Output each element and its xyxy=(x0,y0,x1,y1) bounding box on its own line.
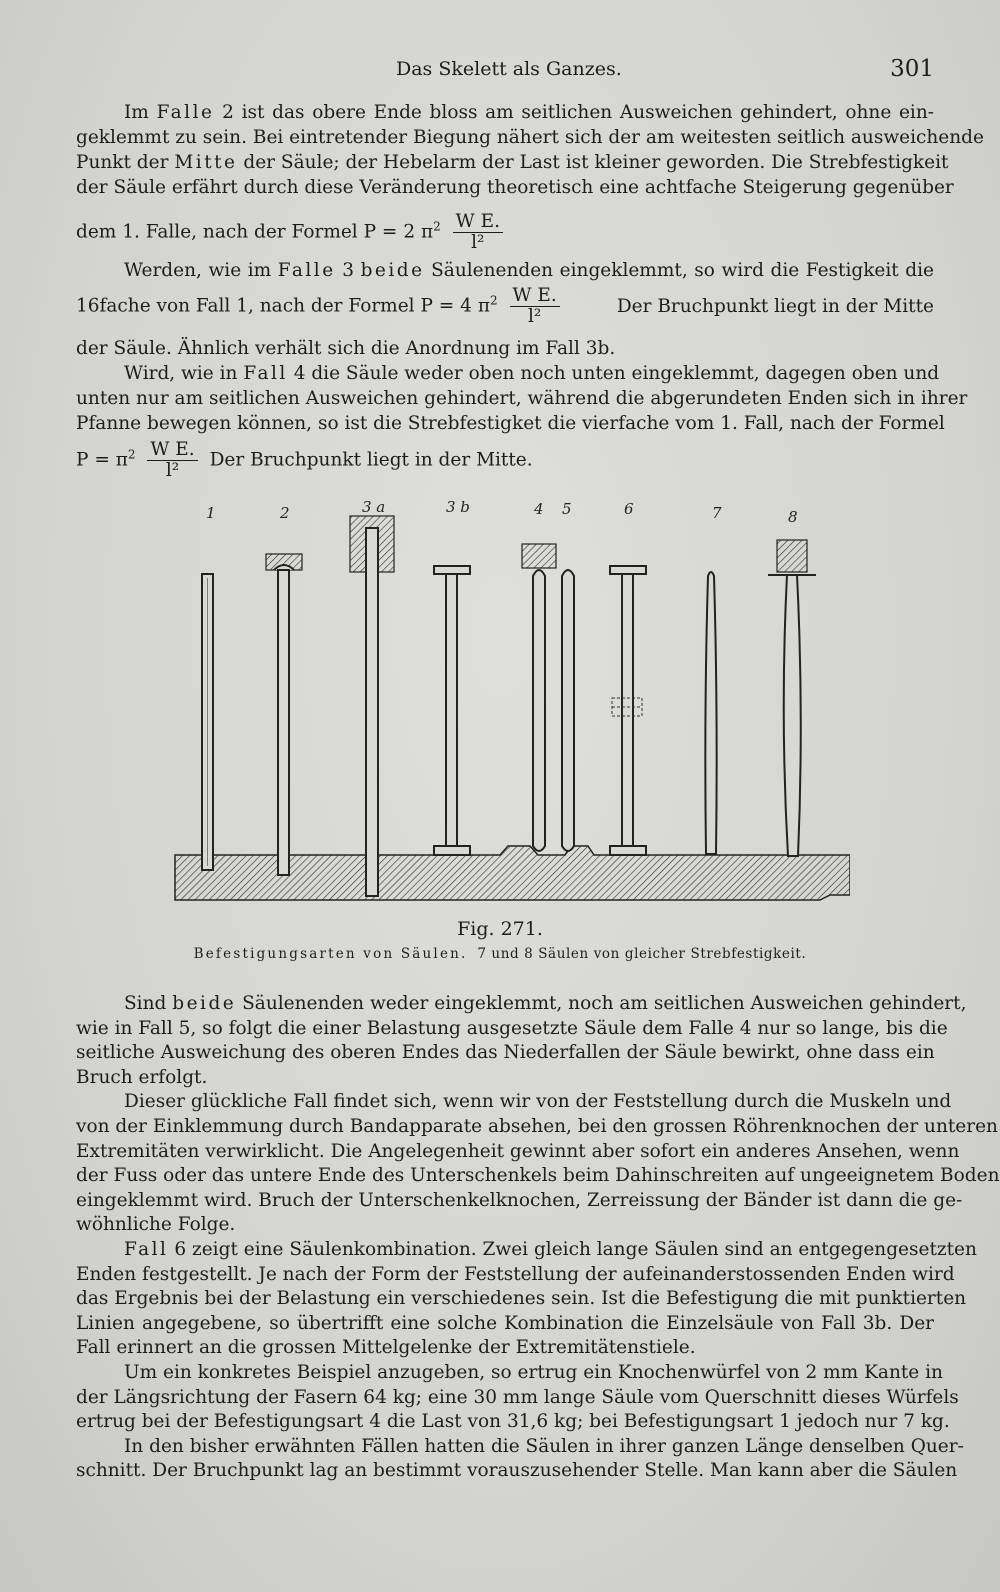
formula-fall-4: $P = \pi^2$ $\frac{\text{W E.}}{\text{l²}}$ Der Bruchpunkt liegt in der Mitte. xyxy=(76,439,533,481)
figure-label: 2 xyxy=(280,504,290,522)
text-line: der Säule. Ähnlich verhält sich die Anordnung im Fall 3b. xyxy=(76,338,616,359)
text-line: Linien angegebene, so übertrifft eine solche Kombination die Einzelsäule von Fall 3b. Der xyxy=(76,1312,934,1334)
column-diagram xyxy=(170,500,850,920)
text-line: Fall 6 zeigt eine Säulenkombination. Zwei gleich lange Säulen sind an entgegengesetzten xyxy=(124,1238,977,1260)
running-head xyxy=(76,56,934,86)
fraction: $\frac{\text{W E.}}{\text{l²}}$ xyxy=(453,212,503,253)
column-3a xyxy=(350,516,394,896)
text-line: Sind beide Säulenenden weder eingeklemmt, noch am seitlichen Ausweichen gehindert, xyxy=(124,993,967,1014)
fraction: $\frac{\text{W E.}}{\text{l²}}$ xyxy=(147,440,197,481)
paragraph-fall-2 xyxy=(76,100,984,200)
figure-label: 1 xyxy=(206,504,216,522)
text-line: wie in Fall 5, so folgt die einer Belastung ausgesetzte Säule dem Falle 4 nur so lange, bis die xyxy=(76,1017,948,1039)
figure-label: 6 xyxy=(624,500,634,518)
figure-caption: Befestigungsarten von Säulen. 7 und 8 Säulen von gleicher Strebfestigkeit. xyxy=(193,946,807,962)
text-line: Extremitäten verwirklicht. Die Angelegenheit gewinnt aber sofort ein anderes Ansehen, wenn xyxy=(76,1140,960,1162)
text-line: ertrug bei der Befestigungsart 4 die Last von 31,6 kg; bei Befestigungsart 1 jedoch nur 7 kg. xyxy=(76,1411,950,1433)
column-6 xyxy=(610,566,646,855)
text-line: eingeklemmt wird. Bruch der Unterschenkelknochen, Zerreissung der Bänder ist dann die ge- xyxy=(76,1189,963,1211)
column-2 xyxy=(266,554,302,875)
paragraph-fall-3 xyxy=(76,258,934,283)
formula-fall-3: 16fache von Fall 1, nach der Formel P = 4 $\pi^2$ $\frac{\text{W E.}}{\text{l²}}$ Der Bruchpunkt liegt in der Mitte xyxy=(76,285,934,327)
figure-label: 4 xyxy=(534,500,544,518)
running-title: Das Skelett als Ganzes. xyxy=(396,58,622,80)
text-line: unten nur am seitlichen Ausweichen gehindert, während die abgerundeten Enden sich in ihrer xyxy=(76,388,968,409)
text-line: Pfanne bewegen können, so ist die Strebfestigket die vierfache vom 1. Fall, nach der Formel xyxy=(76,413,945,434)
text-line: von der Einklemmung durch Bandapparate absehen, bei den grossen Röhrenknochen der unteren xyxy=(76,1115,998,1137)
text-line: Fall erinnert an die grossen Mittelgelenke der Extremitätenstiele. xyxy=(76,1337,696,1359)
text-line: Wird, wie in Fall 4 die Säule weder oben noch unten eingeklemmt, dagegen oben und xyxy=(124,363,940,384)
figure-label: 7 xyxy=(712,504,722,522)
text-line: geklemmt zu sein. Bei eintretender Biegung nähert sich der am weitesten seitlich ausweichende xyxy=(76,127,984,148)
text-line: seitliche Ausweichung des oberen Endes das Niederfallen der Säule bewirkt, ohne dass ein xyxy=(76,1042,935,1064)
text-line: der Säule erfährt durch diese Veränderung theoretisch eine achtfache Steigerung gegenüber xyxy=(76,177,954,198)
text-line: Bruch erfolgt. xyxy=(76,1066,208,1088)
figure-label: 3 a xyxy=(362,500,386,516)
figure-label: 5 xyxy=(562,500,572,518)
text-line: Enden festgestellt. Je nach der Form der Feststellung der aufeinanderstossenden Enden wird xyxy=(76,1263,955,1285)
figure-label: 3 b xyxy=(446,500,470,516)
figure-271 xyxy=(170,500,850,920)
ground-hatch xyxy=(175,846,850,900)
page-number: 301 xyxy=(890,56,934,82)
column-5 xyxy=(562,570,574,851)
text-line: In den bisher erwähnten Fällen hatten die Säulen in ihrer ganzen Länge denselben Quer- xyxy=(124,1435,964,1457)
text-line: Um ein konkretes Beispiel anzugeben, so ertrug ein Knochenwürfel von 2 mm Kante in xyxy=(124,1361,943,1383)
paragraph-fall-4 xyxy=(76,361,968,436)
figure-number: Fig. 271. xyxy=(457,918,543,940)
fraction: $\frac{\text{W E.}}{\text{l²}}$ xyxy=(510,286,560,327)
text-line: der Längsrichtung der Fasern 64 kg; eine 30 mm lange Säule vom Querschnitt dieses Würfels xyxy=(76,1386,959,1408)
text-line: wöhnliche Folge. xyxy=(76,1214,236,1236)
paragraph-fall-3-end xyxy=(76,336,934,361)
formula-fall-2: dem 1. Falle, nach der Formel P = 2 $\pi^2$ $\frac{\text{W E.}}{\text{l²}}$ xyxy=(76,212,509,253)
text-line: das Ergebnis bei der Belastung ein verschiedenes sein. Ist die Befestigung die mit punktierten xyxy=(76,1288,967,1310)
text-line: Dieser glückliche Fall findet sich, wenn wir von der Feststellung durch die Muskeln und xyxy=(124,1091,952,1113)
text-line: der Fuss oder das untere Ende des Unterschenkels beim Dahinschreiten auf ungeeignetem Boden xyxy=(76,1165,1000,1187)
text-line: Im Falle 2 ist das obere Ende bloss am seitlichen Ausweichen gehindert, ohne ein- xyxy=(124,102,935,123)
figure-label: 8 xyxy=(788,508,798,526)
text-line: Werden, wie im Falle 3 beide Säulenenden eingeklemmt, so wird die Festigkeit die xyxy=(124,260,934,281)
column-7 xyxy=(705,572,716,854)
text-line: Punkt der Mitte der Säule; der Hebelarm der Last ist kleiner geworden. Die Strebfestigkeit xyxy=(76,152,949,173)
column-4 xyxy=(522,544,556,851)
text-line: schnitt. Der Bruchpunkt lag an bestimmt vorauszusehender Stelle. Man kann aber die Säulen xyxy=(76,1460,958,1482)
column-3b xyxy=(434,566,470,855)
body-text-bottom xyxy=(76,992,1000,1484)
column-8 xyxy=(768,540,816,856)
column-1 xyxy=(202,574,213,870)
